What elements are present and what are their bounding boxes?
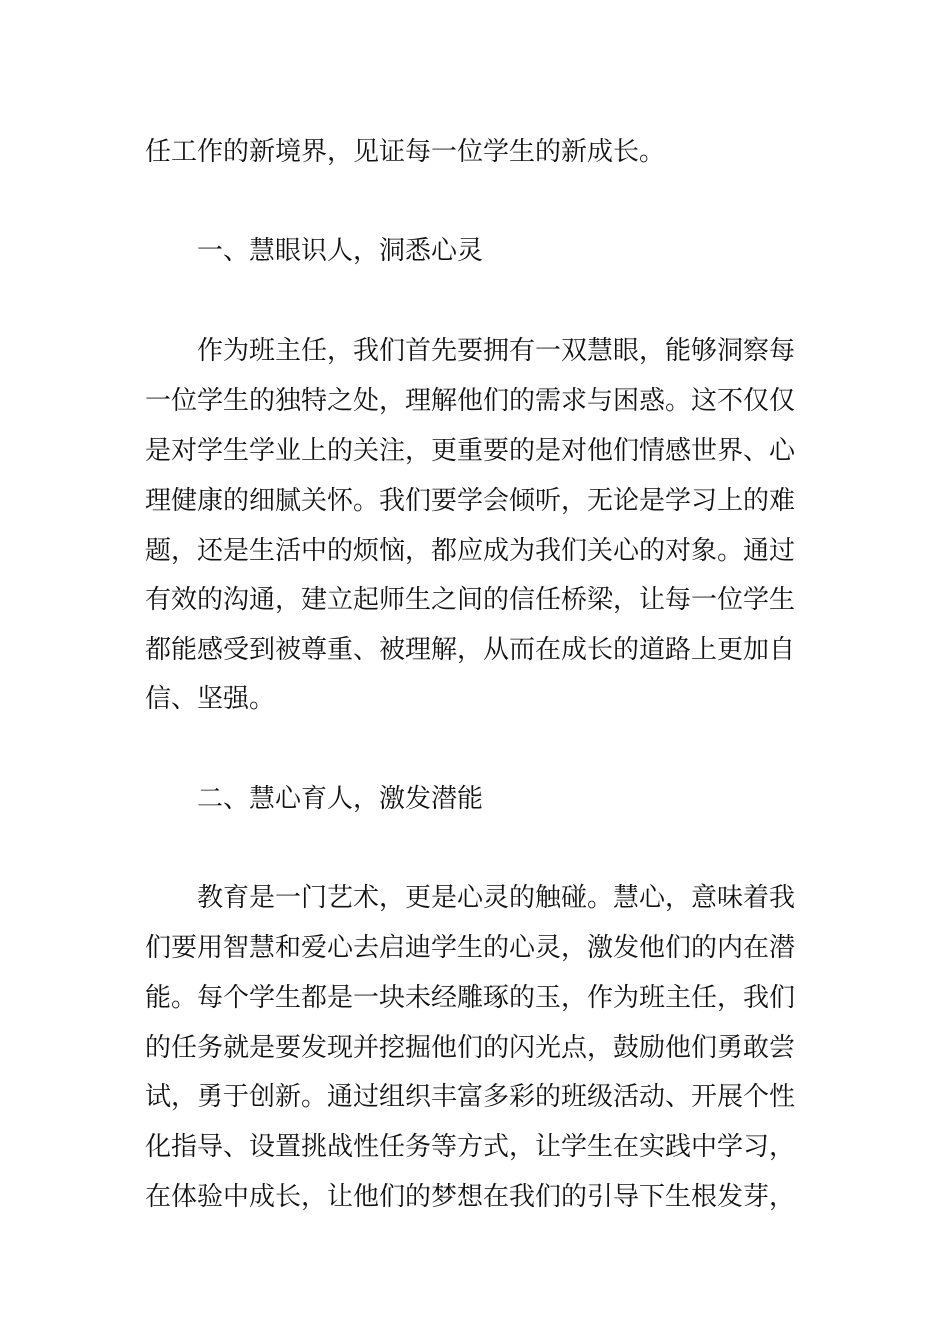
- paragraph-line: 任工作的新境界，见证每一位学生的新成长。: [145, 137, 666, 167]
- paragraph-line: 理健康的细腻关怀。我们要学会倾听，无论是学习上的难: [145, 486, 796, 516]
- paragraph-line: 试，勇于创新。通过组织丰富多彩的班级活动、开展个性: [145, 1082, 796, 1112]
- paragraph-line: 能。每个学生都是一块未经雕琢的玉，作为班主任，我们: [145, 983, 796, 1013]
- paragraph-line: 有效的沟通，建立起师生之间的信任桥梁，让每一位学生: [145, 585, 796, 615]
- paragraph-line: 化指导、设置挑战性任务等方式，让学生在实践中学习，: [145, 1132, 796, 1162]
- paragraph-line: 教育是一门艺术，更是心灵的触碰。慧心，意味着我: [197, 883, 796, 913]
- paragraph-line: 题，还是生活中的烦恼，都应成为我们关心的对象。通过: [145, 536, 796, 566]
- paragraph-line: 的任务就是要发现并挖掘他们的闪光点，鼓励他们勇敢尝: [145, 1033, 796, 1063]
- paragraph-line: 信、坚强。: [145, 684, 276, 714]
- section-heading: 一、慧眼识人，洞悉心灵: [197, 236, 484, 266]
- paragraph-line: 们要用智慧和爱心去启迪学生的心灵，激发他们的内在潜: [145, 933, 796, 963]
- paragraph-line: 一位学生的独特之处，理解他们的需求与困惑。这不仅仅: [145, 386, 796, 416]
- paragraph-line: 作为班主任，我们首先要拥有一双慧眼，能够洞察每: [197, 336, 796, 366]
- section-heading: 二、慧心育人，激发潜能: [197, 784, 484, 814]
- paragraph-line: 都能感受到被尊重、被理解，从而在成长的道路上更加自: [145, 635, 796, 665]
- paragraph-line: 是对学生学业上的关注，更重要的是对他们情感世界、心: [145, 436, 796, 466]
- paragraph-line: 在体验中成长，让他们的梦想在我们的引导下生根发芽，: [145, 1182, 796, 1212]
